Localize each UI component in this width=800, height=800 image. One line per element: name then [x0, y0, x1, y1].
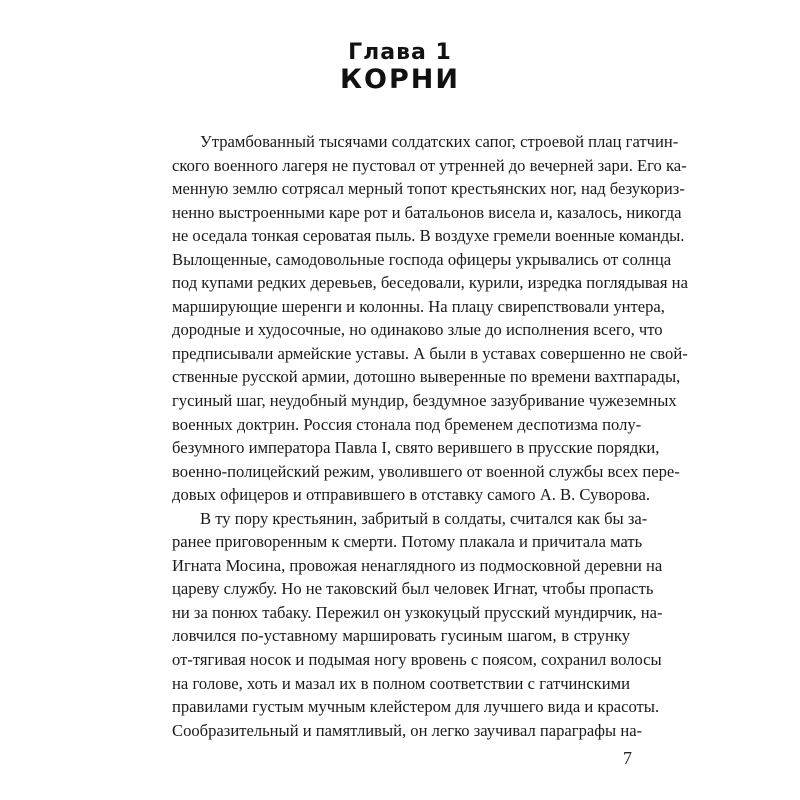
text-line: безумного императора Павла I, свято верившего в прусские порядки, — [172, 438, 660, 458]
text-line: Сообразительный и памятливый, он легко заучивал параграфы на- — [172, 720, 643, 740]
text-line: цареву службу. Но не таковский был человек Игнат, чтобы пропасть — [172, 579, 654, 599]
text-line: В ту пору крестьянин, забритый в солдаты, считался как бы за- — [200, 508, 648, 528]
body-text — [172, 130, 688, 742]
paragraph-1 — [172, 130, 688, 507]
text-line: довых офицеров и отправившего в отставку самого А. В. Суворова. — [172, 485, 651, 505]
chapter-title: КОРНИ — [339, 64, 460, 95]
page-number: 7 — [623, 748, 632, 768]
paragraph-2 — [172, 507, 663, 742]
text-line: ненно выстроенными каре рот и батальонов висела и, казалось, никогда — [172, 202, 682, 222]
text-line: правилами густым мучным клейстером для лучшего вида и красоты. — [172, 697, 660, 717]
text-line: дородные и худосочные, но одинаково злые до исполнения всего, что — [172, 320, 663, 340]
text-line: ранее приговоренным к смерти. Потому плакала и причитала мать — [172, 532, 643, 552]
text-line: предписывали армейские уставы. А были в уставах совершенно не свой- — [172, 343, 688, 363]
text-line: от-тягивая носок и подымая ногу вровень с поясом, сохранил волосы — [172, 650, 662, 670]
text-line: ни за понюх табаку. Пережил он узкокуцый прусский мундирчик, на- — [172, 602, 663, 622]
text-line: гусиный шаг, неудобный мундир, бездумное зазубривание чужеземных — [172, 391, 677, 411]
text-line: ловчился по-уставному маршировать гусиным шагом, в струнку — [172, 626, 630, 646]
text-line: под купами редких деревьев, беседовали, курили, изредка поглядывая на — [172, 273, 688, 293]
text-line: не оседала тонкая сероватая пыль. В воздухе гремели военные команды. — [172, 226, 685, 246]
chapter-label: Глава 1 — [348, 40, 452, 65]
text-line: марширующие шеренги и колонны. На плацу свирепствовали унтера, — [172, 296, 665, 316]
text-line: на голове, хоть и мазал их в полном соответствии с гатчинскими — [172, 673, 630, 693]
text-line: ственные русской армии, дотошно выверенные по времени вахтпарады, — [172, 367, 681, 387]
text-line: ского военного лагеря не пустовал от утренней до вечерней зари. Его ка- — [172, 155, 687, 175]
text-line: Утрамбованный тысячами солдатских сапог, строевой плац гатчин- — [200, 132, 679, 151]
text-line: Игната Мосина, провожая ненаглядного из подмосковной деревни на — [172, 555, 663, 575]
text-line: Вылощенные, самодовольные господа офицеры укрывались от солнца — [172, 249, 672, 269]
text-line: военно-полицейский режим, уволившего от военной службы всех пере- — [172, 461, 680, 481]
text-line: менную землю сотрясал мерный топот крестьянских ног, над безукориз- — [172, 179, 685, 199]
text-line: военных доктрин. Россия стонала под бременем деспотизма полу- — [172, 414, 642, 434]
